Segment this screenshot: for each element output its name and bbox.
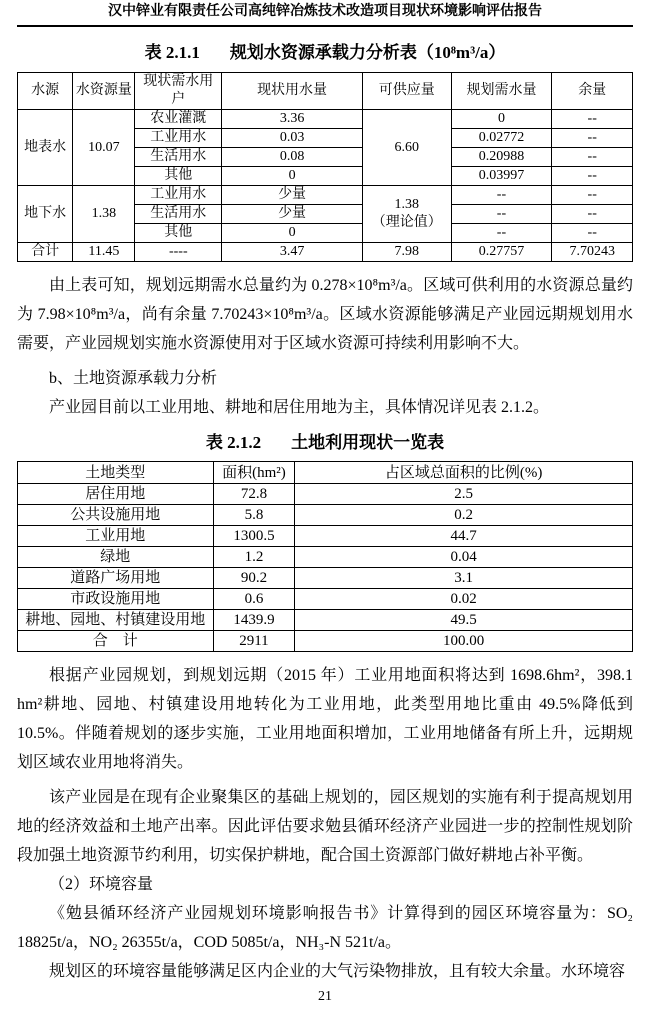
table-cell: 生活用水 [135, 205, 222, 224]
table-cell: 0.20988 [451, 148, 552, 167]
table-row [18, 589, 633, 610]
table-header-cell: 水资源量 [73, 73, 135, 110]
table-cell: 其他 [135, 224, 222, 243]
table-header-cell: 余量 [552, 73, 633, 110]
table-cell: 0 [222, 224, 363, 243]
table-cell: 0 [451, 110, 552, 129]
paragraph-land-plan: 根据产业园规划，到规划远期（2015 年）工业用地面积将达到 1698.6hm²，398.1 hm²耕地、园地、村镇建设用地转化为工业用地，此类型用地比重由 49.5%降低到 10.5%。伴随着规划的逐步实施，工业用地面积增加，工业用地储备有所上升，远期规划区域农业用地将消失。 [17, 667, 633, 771]
table-total-row [18, 631, 633, 652]
table2-title-text: 土地利用现状一览表 [291, 433, 445, 452]
table-row [18, 610, 633, 631]
table-header-cell: 水源 [18, 73, 73, 110]
table-cell: 49.5 [295, 610, 633, 631]
table-cell: 农业灌溉 [135, 110, 222, 129]
table1-title [17, 38, 633, 63]
table-cell: 0.08 [222, 148, 363, 167]
table-cell: 0.02772 [451, 129, 552, 148]
table-cell: 7.70243 [552, 243, 633, 262]
table-cell: 0.27757 [451, 243, 552, 262]
table-total-row [18, 243, 633, 262]
table-cell: -- [451, 186, 552, 205]
table-cell: 44.7 [295, 526, 633, 547]
table-cell: ---- [135, 243, 222, 262]
table-cell: 生活用水 [135, 148, 222, 167]
table-cell: 0.03997 [451, 167, 552, 186]
table-cell: 2.5 [295, 484, 633, 505]
paragraph-land-recommend: 该产业园是在现有企业聚集区的基础上规划的，园区规划的实施有利于提高规划用地的经济效益和土地产出率。因此评估要求勉县循环经济产业园进一步的控制性规划阶段加强土地资源节约利用，切实保护耕地，配合国土资源部门做好耕地占补平衡。 [17, 789, 633, 864]
table-cell: 市政设施用地 [18, 589, 214, 610]
table-row [18, 568, 633, 589]
table-cell: 3.36 [222, 110, 363, 129]
table-cell: 0.03 [222, 129, 363, 148]
table-header-cell: 面积(hm²) [213, 462, 295, 484]
table-cell: -- [552, 148, 633, 167]
paragraph-land-intro: 产业园目前以工业用地、耕地和居住用地为主，具体情况详见表 2.1.2。 [49, 399, 550, 416]
table-row [18, 110, 633, 129]
table-cell: 5.8 [213, 505, 295, 526]
table-cell: 1.2 [213, 547, 295, 568]
table-cell: 10.07 [73, 110, 135, 186]
table-header-row [18, 73, 633, 110]
table-cell: 公共设施用地 [18, 505, 214, 526]
table-cell: 1.38 [73, 186, 135, 243]
table-cell: 耕地、园地、村镇建设用地 [18, 610, 214, 631]
table-cell: 1300.5 [213, 526, 295, 547]
paragraph-water-summary: 由上表可知，规划远期需水总量约为 0.278×10⁸m³/a。区域可供利用的水资源总量约为 7.98×10⁸m³/a，尚有余量 7.70243×10⁸m³/a。区域水资源能够满足产业园远期规划用水需要，产业园规划实施水资源使用对于区域水资源可持续利用影响不大。 [17, 277, 633, 352]
table1-title-label: 表 2.1.1 [144, 43, 200, 62]
table-cell [362, 186, 451, 243]
table-cell: 工业用水 [135, 186, 222, 205]
supply-note: （理论值） [371, 215, 442, 230]
table-cell: 少量 [222, 186, 363, 205]
table-cell: 6.60 [362, 110, 451, 186]
table-cell: 0.6 [213, 589, 295, 610]
table-cell: 合 计 [18, 631, 214, 652]
table2-title-label: 表 2.1.2 [205, 433, 262, 452]
table-cell: 0.02 [295, 589, 633, 610]
table-header-cell: 规划需水量 [451, 73, 552, 110]
running-header: 汉中锌业有限责任公司高纯锌冶炼技术改造项目现状环境影响评估报告 [17, 3, 633, 27]
land-use-table [17, 461, 633, 652]
table-cell: -- [552, 129, 633, 148]
table-cell: -- [552, 224, 633, 243]
table-header-cell: 现状需水用户 [135, 73, 222, 110]
table-cell: 工业用水 [135, 129, 222, 148]
table-cell: 11.45 [73, 243, 135, 262]
table-cell: 其他 [135, 167, 222, 186]
table-cell: 工业用地 [18, 526, 214, 547]
table-cell: 3.47 [222, 243, 363, 262]
table-cell: -- [451, 224, 552, 243]
table1-title-text: 规划水资源承载力分析表（10⁸m³/a） [229, 43, 506, 62]
table-row [18, 547, 633, 568]
table-cell: 72.8 [213, 484, 295, 505]
paragraph-capacity-conclusion: 规划区的环境容量能够满足区内企业的大气污染物排放，且有较大余量。水环境容 [49, 963, 626, 980]
water-resources-table [17, 72, 633, 262]
table-cell: 90.2 [213, 568, 295, 589]
paragraph-capacity-values: 《勉县循环经济产业园规划环境影响报告书》计算得到的园区环境容量为：SO₂ 18825t/a，NO₂ 26355t/a，COD 5085t/a，NH₃-N 521t/a。 [17, 905, 633, 951]
table-cell: 0.2 [295, 505, 633, 526]
table-cell: -- [552, 167, 633, 186]
table-cell: 地表水 [18, 110, 73, 186]
table-header-row [18, 462, 633, 484]
page-number: 21 [318, 989, 332, 1004]
table-cell: -- [552, 205, 633, 224]
table-row [18, 505, 633, 526]
table-header-cell: 土地类型 [18, 462, 214, 484]
table-cell: 居住用地 [18, 484, 214, 505]
heading-land-analysis: b、土地资源承载力分析 [49, 370, 218, 387]
table-cell: 2911 [213, 631, 295, 652]
table-cell: -- [451, 205, 552, 224]
table-row [18, 186, 633, 205]
heading-env-capacity: （2）环境容量 [49, 876, 154, 893]
table-cell: 合计 [18, 243, 73, 262]
table-cell: 0 [222, 167, 363, 186]
table-cell: 绿地 [18, 547, 214, 568]
table-header-cell: 现状用水量 [222, 73, 363, 110]
table-cell: 3.1 [295, 568, 633, 589]
table-cell: 0.04 [295, 547, 633, 568]
table-cell: 地下水 [18, 186, 73, 243]
table-cell: -- [552, 186, 633, 205]
table-header-cell: 占区域总面积的比例(%) [295, 462, 633, 484]
table-cell: 1439.9 [213, 610, 295, 631]
table-cell: -- [552, 110, 633, 129]
table-cell: 道路广场用地 [18, 568, 214, 589]
table-row [18, 484, 633, 505]
table2-title [17, 428, 633, 453]
table-header-cell: 可供应量 [362, 73, 451, 110]
table-cell: 100.00 [295, 631, 633, 652]
table-row [18, 526, 633, 547]
table-cell: 少量 [222, 205, 363, 224]
supply-value: 1.38 [394, 197, 419, 212]
table-cell: 7.98 [362, 243, 451, 262]
